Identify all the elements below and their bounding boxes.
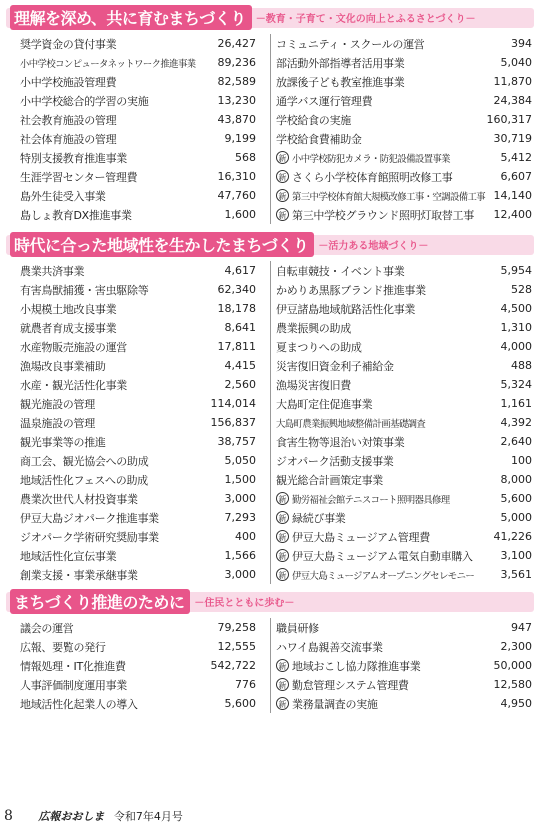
item-amount: 8,000 <box>500 473 532 486</box>
new-badge: 新 <box>276 678 289 691</box>
item-name: 自転車競技・イベント事業 <box>276 264 405 278</box>
item-name: 伊豆大島ジオパーク推進事業 <box>20 511 159 525</box>
item-name: 創業支援・事業承継事業 <box>20 568 138 582</box>
section-header <box>0 590 540 612</box>
new-badge: 新 <box>276 170 289 183</box>
item-amount: 4,617 <box>224 264 256 277</box>
budget-item <box>276 167 532 186</box>
budget-item <box>20 508 256 527</box>
item-amount: 4,950 <box>500 697 532 710</box>
left-column <box>20 618 256 713</box>
item-name: 社会教育施設の管理 <box>20 113 117 127</box>
item-amount: 3,561 <box>500 568 532 581</box>
item-name: 農業振興の助成 <box>276 321 351 335</box>
budget-item <box>20 299 256 318</box>
budget-item <box>20 261 256 280</box>
section-1 <box>0 6 540 222</box>
item-name: ジオパーク学術研究奨励事業 <box>20 530 159 544</box>
item-name: 伊豆大島ミュージアム電気自動車購入 <box>292 549 473 563</box>
item-columns <box>0 261 540 584</box>
budget-item <box>276 546 532 565</box>
item-amount: 11,870 <box>493 75 532 88</box>
item-name: ハワイ島親善交流事業 <box>276 640 383 654</box>
budget-item <box>20 637 256 656</box>
new-badge: 新 <box>276 659 289 672</box>
new-badge: 新 <box>276 492 289 505</box>
item-amount: 100 <box>511 454 532 467</box>
budget-item <box>20 34 256 53</box>
item-name: 第三中学校グラウンド照明灯取替工事 <box>292 208 474 222</box>
budget-item <box>276 527 532 546</box>
item-name: 観光事業等の推進 <box>20 435 106 449</box>
item-amount: 5,050 <box>224 454 256 467</box>
item-name: 夏まつりへの助成 <box>276 340 362 354</box>
item-name: 地域おこし協力隊推進事業 <box>292 659 421 673</box>
budget-item <box>276 470 532 489</box>
item-name: 小中学校総合的学習の実施 <box>20 94 149 108</box>
item-amount: 17,811 <box>217 340 256 353</box>
section-subtitle: －住民とともに歩む－ <box>194 597 295 609</box>
item-name: 勤怠管理システム管理費 <box>292 678 409 692</box>
item-amount: 8,641 <box>224 321 256 334</box>
new-badge: 新 <box>276 151 289 164</box>
item-name: さくら小学校体育館照明改修工事 <box>292 170 453 184</box>
item-amount: 43,870 <box>217 113 256 126</box>
budget-item <box>276 413 532 432</box>
item-name: 生涯学習センター管理費 <box>20 170 138 184</box>
budget-item <box>20 337 256 356</box>
item-name: 地域活性化起業人の導入 <box>20 697 138 711</box>
item-name: 災害復旧資金利子補給金 <box>276 359 394 373</box>
section-title: まちづくり推進のために <box>10 589 190 614</box>
budget-item <box>276 110 532 129</box>
item-amount: 568 <box>235 151 256 164</box>
page-number: 8 <box>4 808 13 824</box>
item-amount: 1,566 <box>224 549 256 562</box>
item-name: 情報処理・IT化推進費 <box>20 659 126 673</box>
item-name: 社会体育施設の管理 <box>20 132 117 146</box>
item-amount: 4,500 <box>500 302 532 315</box>
item-name: 職員研修 <box>276 621 319 635</box>
budget-item <box>20 318 256 337</box>
right-column <box>276 618 532 713</box>
budget-item <box>276 565 532 584</box>
item-amount: 5,000 <box>500 511 532 524</box>
item-name: 有害鳥獣捕獲・害虫駆除等 <box>20 283 149 297</box>
item-name: 人事評価制度運用事業 <box>20 678 127 692</box>
budget-item <box>276 53 532 72</box>
item-name: 就農者育成支援事業 <box>20 321 117 335</box>
item-amount: 7,293 <box>224 511 256 524</box>
item-amount: 156,837 <box>210 416 256 429</box>
budget-item <box>20 280 256 299</box>
item-amount: 4,415 <box>224 359 256 372</box>
budget-item <box>20 432 256 451</box>
budget-item <box>276 280 532 299</box>
budget-item <box>276 72 532 91</box>
item-amount: 6,607 <box>500 170 532 183</box>
item-name: 温泉施設の管理 <box>20 416 95 430</box>
item-amount: 4,000 <box>500 340 532 353</box>
budget-item <box>20 470 256 489</box>
budget-item <box>276 637 532 656</box>
item-amount: 12,400 <box>493 208 532 221</box>
column-divider <box>270 261 271 584</box>
item-amount: 542,722 <box>210 659 256 672</box>
left-column <box>20 34 256 224</box>
budget-item <box>20 675 256 694</box>
budget-item <box>20 451 256 470</box>
item-name: 緑続び事業 <box>292 511 346 525</box>
item-amount: 528 <box>511 283 532 296</box>
item-amount: 488 <box>511 359 532 372</box>
item-amount: 2,640 <box>500 435 532 448</box>
item-amount: 12,580 <box>493 678 532 691</box>
item-name: 学校給食費補助金 <box>276 132 362 146</box>
item-amount: 24,384 <box>493 94 532 107</box>
item-name: 食害生物等退治い対策事業 <box>276 435 405 449</box>
item-columns <box>0 34 540 224</box>
budget-item <box>20 110 256 129</box>
budget-item <box>20 489 256 508</box>
item-amount: 2,300 <box>500 640 532 653</box>
item-amount: 79,258 <box>217 621 256 634</box>
right-column <box>276 261 532 584</box>
item-amount: 16,310 <box>217 170 256 183</box>
item-amount: 41,226 <box>493 530 532 543</box>
column-divider <box>270 34 271 224</box>
budget-item <box>20 546 256 565</box>
item-columns <box>0 618 540 713</box>
item-name: 観光総合計画策定事業 <box>276 473 383 487</box>
item-name: 地域活性化フェスへの助成 <box>20 473 148 487</box>
budget-item <box>20 656 256 675</box>
item-amount: 1,310 <box>500 321 532 334</box>
item-name: 部活動外部指導者活用事業 <box>276 56 405 70</box>
item-amount: 47,760 <box>217 189 256 202</box>
item-name: 島しょ教育DX推進事業 <box>20 208 132 222</box>
budget-item <box>20 394 256 413</box>
item-name: コミュニティ・スクールの運営 <box>276 37 425 51</box>
item-name: 奨学資金の貸付事業 <box>20 37 117 51</box>
item-name: 勤労福祉会館テニスコート照明器具修理 <box>292 494 450 506</box>
item-name: 大島町農業振興地域整備計画基礎調査 <box>276 418 426 430</box>
budget-item <box>276 356 532 375</box>
section-3 <box>0 590 540 711</box>
item-name: 小規模土地改良事業 <box>20 302 117 316</box>
budget-item <box>20 375 256 394</box>
item-name: 小中学校コンピュータネットワーク推進事業 <box>20 58 196 70</box>
item-amount: 62,340 <box>217 283 256 296</box>
budget-item <box>276 489 532 508</box>
item-name: かめりあ黒豚ブランド推進事業 <box>276 283 426 297</box>
new-badge: 新 <box>276 511 289 524</box>
new-badge: 新 <box>276 549 289 562</box>
item-name: 放課後子ども教室推進事業 <box>276 75 405 89</box>
item-amount: 13,230 <box>217 94 256 107</box>
item-amount: 394 <box>511 37 532 50</box>
item-name: 伊豆諸島地域航路活性化事業 <box>276 302 416 316</box>
item-amount: 1,600 <box>224 208 256 221</box>
budget-item <box>276 656 532 675</box>
section-2 <box>0 233 540 582</box>
item-name: 水産・観光活性化事業 <box>20 378 127 392</box>
budget-item <box>20 565 256 584</box>
item-amount: 3,000 <box>224 492 256 505</box>
right-column <box>276 34 532 224</box>
item-name: 漁場災害復旧費 <box>276 378 351 392</box>
item-amount: 5,412 <box>500 151 532 164</box>
budget-item <box>20 148 256 167</box>
item-amount: 5,040 <box>500 56 532 69</box>
budget-item <box>276 299 532 318</box>
item-amount: 1,500 <box>224 473 256 486</box>
budget-item <box>20 72 256 91</box>
column-divider <box>270 618 271 713</box>
new-badge: 新 <box>276 189 289 202</box>
item-amount: 947 <box>511 621 532 634</box>
budget-item <box>276 508 532 527</box>
budget-item <box>20 356 256 375</box>
budget-item <box>276 148 532 167</box>
budget-item <box>276 451 532 470</box>
item-name: ジオパーク活動支援事業 <box>276 454 394 468</box>
item-name: 学校給食の実施 <box>276 113 351 127</box>
item-amount: 14,140 <box>493 189 532 202</box>
item-amount: 18,178 <box>217 302 256 315</box>
item-amount: 82,589 <box>217 75 256 88</box>
item-name: 伊豆大島ミュージアムオープニングセレモニー <box>292 570 475 582</box>
item-amount: 160,317 <box>486 113 532 126</box>
budget-item <box>20 618 256 637</box>
section-title: 時代に合った地域性を生かしたまちづくり <box>10 232 314 257</box>
budget-item <box>20 205 256 224</box>
budget-item <box>276 337 532 356</box>
item-name: 水産物販売施設の運営 <box>20 340 127 354</box>
item-amount: 89,236 <box>217 56 256 69</box>
item-name: 伊豆大島ミュージアム管理費 <box>292 530 430 544</box>
section-subtitle: －教育・子育て・文化の向上とふるさとづくり－ <box>255 13 476 25</box>
budget-item <box>276 318 532 337</box>
item-amount: 50,000 <box>493 659 532 672</box>
item-amount: 3,000 <box>224 568 256 581</box>
budget-item <box>276 675 532 694</box>
item-name: 農業共済事業 <box>20 264 85 278</box>
budget-item <box>20 527 256 546</box>
budget-item <box>20 53 256 72</box>
item-name: 大島町定住促進事業 <box>276 397 373 411</box>
item-amount: 5,600 <box>500 492 532 505</box>
budget-item <box>20 167 256 186</box>
section-header <box>0 233 540 255</box>
section-title: 理解を深め、共に育むまちづくり <box>10 5 252 30</box>
item-amount: 5,954 <box>500 264 532 277</box>
item-amount: 4,392 <box>500 416 532 429</box>
new-badge: 新 <box>276 697 289 710</box>
publication-name: 広報おおしま <box>38 810 105 823</box>
item-name: 小中学校施設管理費 <box>20 75 117 89</box>
item-name: 商工会、観光協会への助成 <box>20 454 149 468</box>
item-amount: 12,555 <box>217 640 256 653</box>
item-name: 農業次世代人材投資事業 <box>20 492 138 506</box>
budget-item <box>276 205 532 224</box>
new-badge: 新 <box>276 208 289 221</box>
new-badge: 新 <box>276 568 289 581</box>
item-amount: 400 <box>235 530 256 543</box>
budget-item <box>276 91 532 110</box>
section-subtitle: －活力ある地域づくり－ <box>318 240 429 252</box>
item-name: 議会の運営 <box>20 621 74 635</box>
budget-item <box>20 91 256 110</box>
item-name: 通学バス運行管理費 <box>276 94 373 108</box>
budget-item <box>276 186 532 205</box>
item-amount: 1,161 <box>500 397 532 410</box>
item-amount: 9,199 <box>224 132 256 145</box>
budget-item <box>276 261 532 280</box>
item-name: 地域活性化宣伝事業 <box>20 549 117 563</box>
item-amount: 5,600 <box>224 697 256 710</box>
new-badge: 新 <box>276 530 289 543</box>
item-amount: 114,014 <box>210 397 256 410</box>
budget-item <box>276 375 532 394</box>
item-name: 観光施設の管理 <box>20 397 95 411</box>
item-amount: 3,100 <box>500 549 532 562</box>
item-name: 業務量調査の実施 <box>292 697 378 711</box>
item-name: 島外生徒受入事業 <box>20 189 106 203</box>
budget-item <box>20 186 256 205</box>
item-name: 漁場改良事業補助 <box>20 359 106 373</box>
budget-item <box>276 694 532 713</box>
budget-item <box>276 432 532 451</box>
item-name: 小中学校防犯カメラ・防犯設備設置事業 <box>292 153 450 165</box>
section-header <box>0 6 540 28</box>
item-name: 第三中学校体育館大規模改修工事・空調設備工事 <box>292 191 486 203</box>
issue-date: 令和7年4月号 <box>113 810 183 823</box>
item-name: 広報、要覧の発行 <box>20 640 106 654</box>
budget-item <box>276 34 532 53</box>
budget-item <box>276 129 532 148</box>
item-amount: 5,324 <box>500 378 532 391</box>
item-amount: 776 <box>235 678 256 691</box>
budget-item <box>20 694 256 713</box>
budget-item <box>20 129 256 148</box>
page-footer <box>4 808 183 824</box>
item-amount: 38,757 <box>217 435 256 448</box>
budget-item <box>20 413 256 432</box>
budget-item <box>276 394 532 413</box>
item-amount: 26,427 <box>217 37 256 50</box>
left-column <box>20 261 256 584</box>
item-name: 特別支援教育推進事業 <box>20 151 127 165</box>
item-amount: 2,560 <box>224 378 256 391</box>
item-amount: 30,719 <box>493 132 532 145</box>
budget-item <box>276 618 532 637</box>
